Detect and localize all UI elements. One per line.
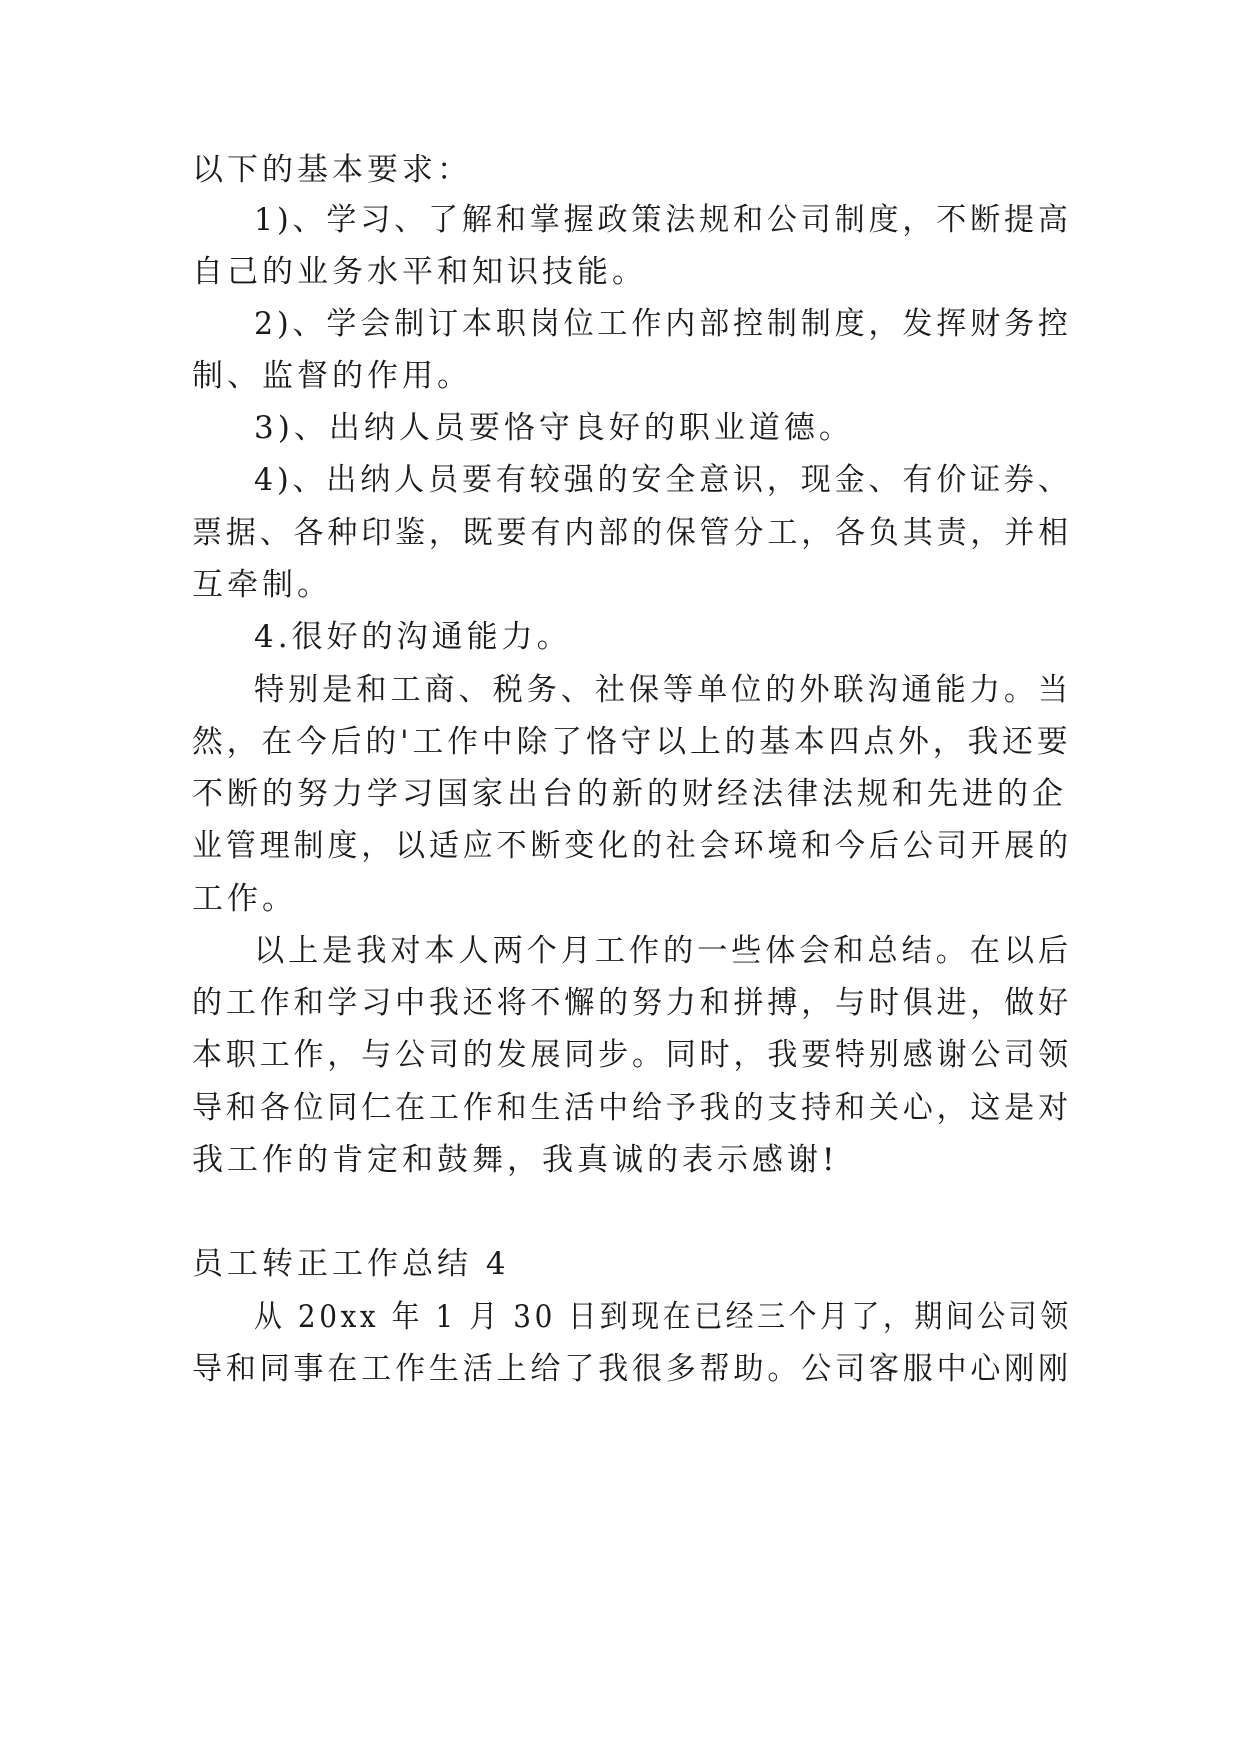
text-line: 我工作的肯定和鼓舞，我真诚的表示感谢! [192,1142,839,1178]
text-line: 制、监督的作用。 [192,358,472,394]
text-line: 以上是我对本人两个月工作的一些体会和总结。在以后 [254,933,1072,969]
text-line: 1)、学习、了解和掌握政策法规和公司制度，不断提高 [254,202,1072,238]
text-line: 工作。 [192,881,297,917]
text-line: 不断的努力学习国家出台的新的财经法律法规和先进的企 [192,776,1067,812]
text-line: 以下的基本要求： [192,152,472,188]
text-line: 然，在今后的'工作中除了恪守以上的基本四点外，我还要 [192,724,1072,760]
text-line: 导和同事在工作生活上给了我很多帮助。公司客服中心刚刚 [192,1351,1072,1387]
text-line: 本职工作，与公司的发展同步。同时，我要特别感谢公司领 [192,1037,1072,1073]
text-line: 互牵制。 [192,567,332,603]
text-line: 4.很好的沟通能力。 [254,619,572,655]
section-heading: 员工转正工作总结 4 [192,1246,510,1282]
text-line: 3)、出纳人员要恪守良好的职业道德。 [254,410,854,446]
text-line: 自己的业务水平和知识技能。 [192,254,647,290]
text-line: 业管理制度，以适应不断变化的社会环境和今后公司开展的 [192,828,1072,864]
text-line: 4)、出纳人员要有较强的安全意识，现金、有价证券、 [254,462,1072,498]
text-line: 票据、各种印鉴，既要有内部的保管分工，各负其责，并相 [192,515,1072,551]
text-line: 的工作和学习中我还将不懈的努力和拼搏，与时俱进，做好 [192,985,1072,1021]
text-line: 特别是和工商、税务、社保等单位的外联沟通能力。当 [254,672,1072,708]
text-line: 2)、学会制订本职岗位工作内部控制制度，发挥财务控 [254,306,1072,342]
text-line: 从 20xx 年 1 月 30 日到现在已经三个月了，期间公司领 [254,1299,1072,1335]
text-line: 导和各位同仁在工作和生活中给予我的支持和关心，这是对 [192,1090,1072,1126]
